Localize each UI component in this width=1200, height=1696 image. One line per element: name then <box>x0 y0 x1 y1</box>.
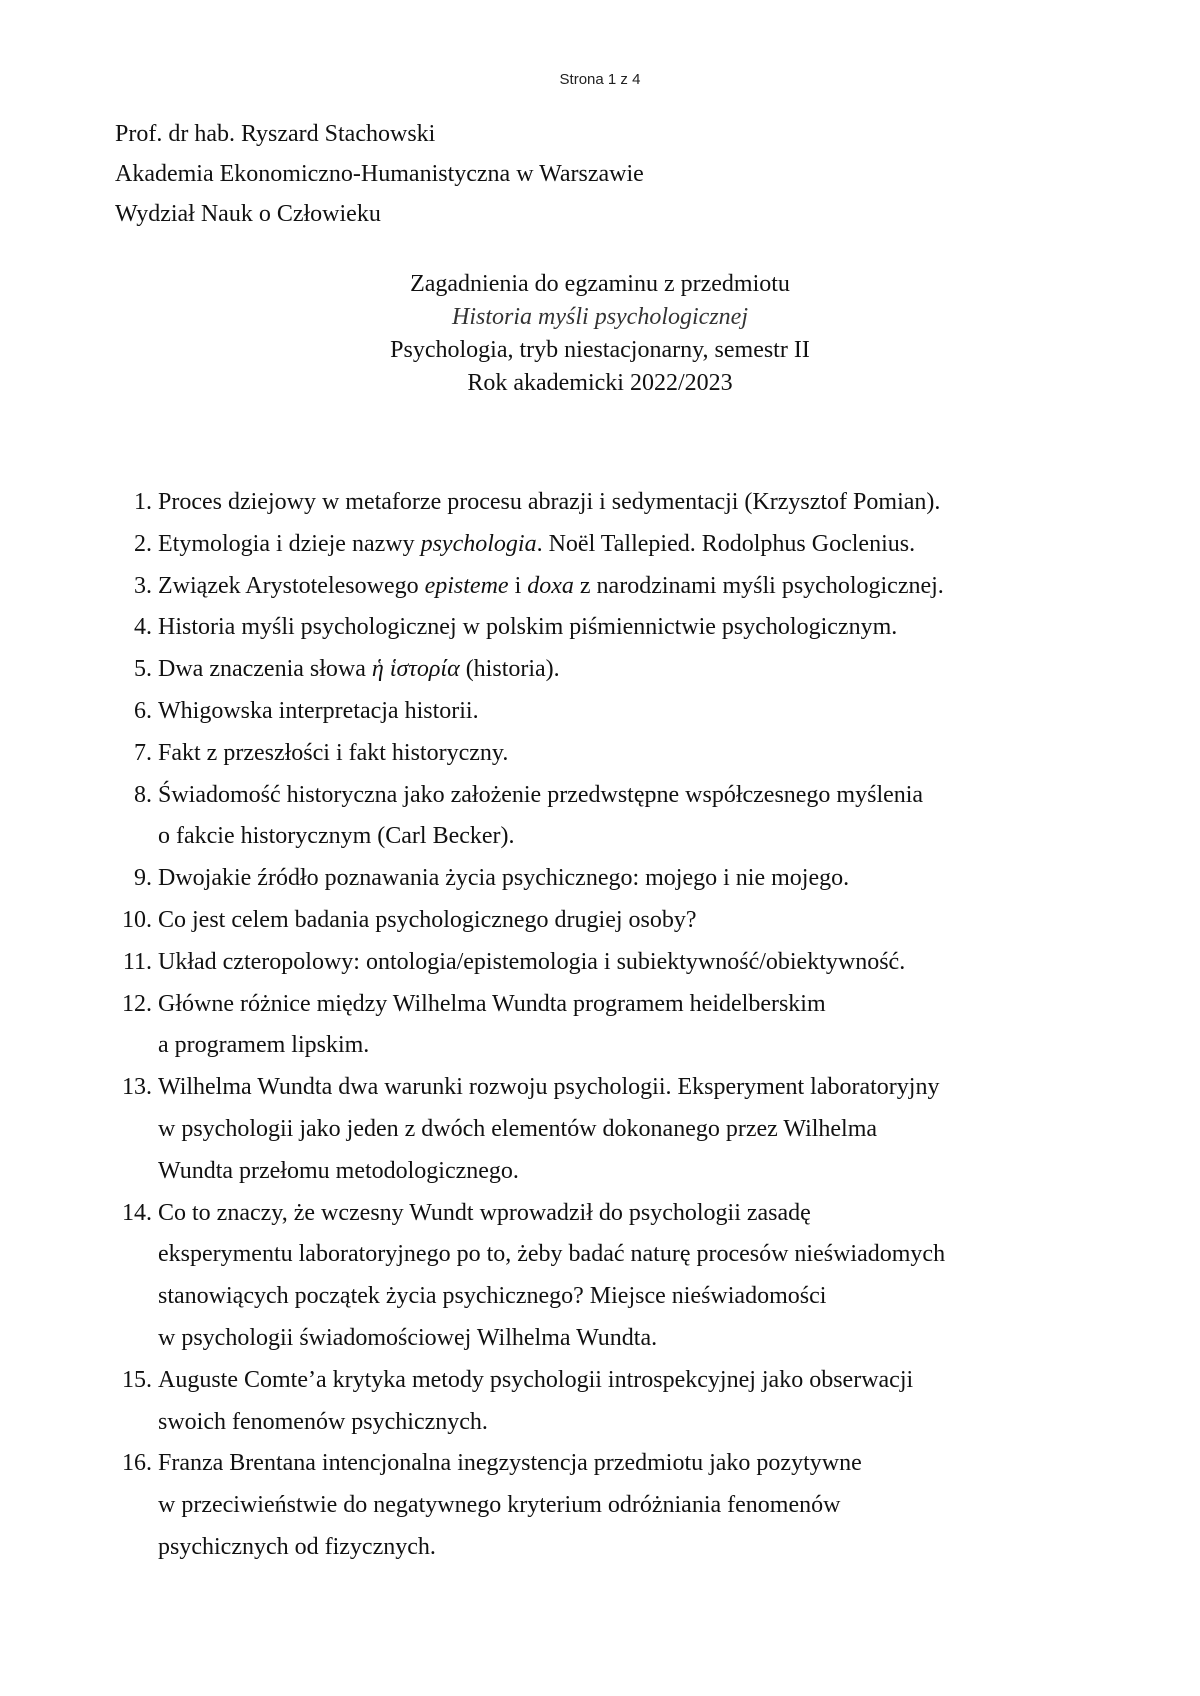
question-text: Co jest celem badania psychologicznego drugiej osoby? <box>158 906 697 933</box>
question-item <box>0 524 1200 566</box>
question-item <box>0 1443 1200 1568</box>
question-text: Fakt z przeszłości i fakt historyczny. <box>158 739 509 766</box>
question-number: 5. <box>134 656 152 683</box>
question-item <box>0 775 1200 859</box>
question-text-line: Franza Brentana intencjonalna inegzystencja przedmiotu jako pozytywne <box>158 1450 862 1477</box>
text-segment: Dwa znaczenia słowa <box>158 656 372 683</box>
question-item <box>0 1193 1200 1360</box>
question-item <box>0 733 1200 775</box>
question-text-line: swoich fenomenów psychicznych. <box>158 1408 488 1435</box>
question-text-line: psychicznych od fizycznych. <box>158 1533 436 1560</box>
question-item <box>0 858 1200 900</box>
title-program: Psychologia, tryb niestacjonarny, semestr II <box>390 337 810 363</box>
text-segment: i <box>508 572 528 599</box>
page-number: Strona 1 z 4 <box>559 71 641 88</box>
title-block <box>0 268 1200 400</box>
question-number: 16. <box>122 1450 152 1477</box>
question-number: 2. <box>134 530 152 557</box>
title-year: Rok akademicki 2022/2023 <box>467 370 733 396</box>
question-text-line: Świadomość historyczna jako założenie przedwstępne współczesnego myślenia <box>158 781 924 808</box>
question-number: 12. <box>122 990 152 1017</box>
question-number: 3. <box>134 572 152 599</box>
question-number: 9. <box>134 865 152 892</box>
question-text: Whigowska interpretacja historii. <box>158 697 479 724</box>
question-list <box>0 482 1200 1569</box>
text-segment: Etymologia i dzieje nazwy <box>158 530 421 557</box>
question-text: Dwojakie źródło poznawania życia psychicznego: mojego i nie mojego. <box>158 865 850 892</box>
question-number: 10. <box>122 906 152 933</box>
question-text-line: w przeciwieństwie do negatywnego kryterium odróżniania fenomenów <box>158 1492 841 1519</box>
question-text-line: Co to znaczy, że wczesny Wundt wprowadził do psychologii zasadę <box>158 1199 811 1226</box>
question-text <box>158 524 1120 566</box>
question-number: 14. <box>122 1199 152 1226</box>
question-item <box>0 566 1200 608</box>
question-text-line: eksperymentu laboratoryjnego po to, żeby badać naturę procesów nieświadomych <box>158 1241 946 1268</box>
author-block <box>115 114 644 234</box>
italic-term: doxa <box>527 572 574 599</box>
question-text-line: Wilhelma Wundta dwa warunki rozwoju psychologii. Eksperyment laboratoryjny <box>158 1074 940 1101</box>
question-number: 8. <box>134 781 152 808</box>
italic-term: ἡ ἱστορία <box>371 656 460 683</box>
author-institution: Akademia Ekonomiczno-Humanistyczna w Warszawie <box>115 161 644 187</box>
question-text-line: w psychologii świadomościowej Wilhelma Wundta. <box>158 1324 658 1351</box>
question-item <box>0 900 1200 942</box>
italic-term: episteme <box>424 572 509 599</box>
title-subject: Historia myśli psychologicznej <box>452 304 748 330</box>
question-item <box>0 691 1200 733</box>
text-segment: z narodzinami myśli psychologicznej. <box>573 572 944 599</box>
question-number: 11. <box>122 948 152 975</box>
question-item <box>0 607 1200 649</box>
title-heading: Zagadnienia do egzaminu z przedmiotu <box>410 271 790 297</box>
question-number: 1. <box>134 489 152 515</box>
question-text-line: Auguste Comte’a krytyka metody psychologii introspekcyjnej jako obserwacji <box>158 1366 914 1393</box>
text-segment: (historia). <box>459 656 560 683</box>
question-text-line: Główne różnice między Wilhelma Wundta programem heidelberskim <box>158 990 826 1017</box>
italic-term: psychologia <box>420 530 537 557</box>
question-text <box>158 566 1120 608</box>
question-text <box>158 649 1120 691</box>
question-text: Układ czteropolowy: ontologia/epistemologia i subiektywność/obiektywność. <box>158 948 906 975</box>
question-text: Proces dziejowy w metaforze procesu abrazji i sedymentacji (Krzysztof Pomian). <box>158 489 941 515</box>
question-item <box>0 482 1200 524</box>
question-number: 4. <box>134 614 152 641</box>
author-faculty: Wydział Nauk o Człowieku <box>115 201 381 227</box>
question-text: Historia myśli psychologicznej w polskim piśmiennictwie psychologicznym. <box>158 614 898 641</box>
text-segment: Związek Arystotelesowego <box>158 572 425 599</box>
question-text-line: a programem lipskim. <box>158 1032 370 1059</box>
text-segment: . Noël Tallepied. Rodolphus Goclenius. <box>536 530 916 557</box>
question-text-line: stanowiących początek życia psychicznego? Miejsce nieświadomości <box>158 1283 827 1310</box>
question-item <box>0 649 1200 691</box>
author-name: Prof. dr hab. Ryszard Stachowski <box>115 121 436 147</box>
question-text-line: Wundta przełomu metodologicznego. <box>158 1157 519 1184</box>
question-text-line: w psychologii jako jeden z dwóch elementów dokonanego przez Wilhelma <box>158 1115 878 1142</box>
question-item <box>0 942 1200 984</box>
question-number: 15. <box>122 1366 152 1393</box>
question-item <box>0 984 1200 1068</box>
question-text-line: o fakcie historycznym (Carl Becker). <box>158 823 515 850</box>
question-number: 7. <box>134 739 152 766</box>
question-number: 6. <box>134 697 152 724</box>
question-item <box>0 1360 1200 1444</box>
question-number: 13. <box>122 1074 152 1101</box>
question-item <box>0 1067 1200 1192</box>
